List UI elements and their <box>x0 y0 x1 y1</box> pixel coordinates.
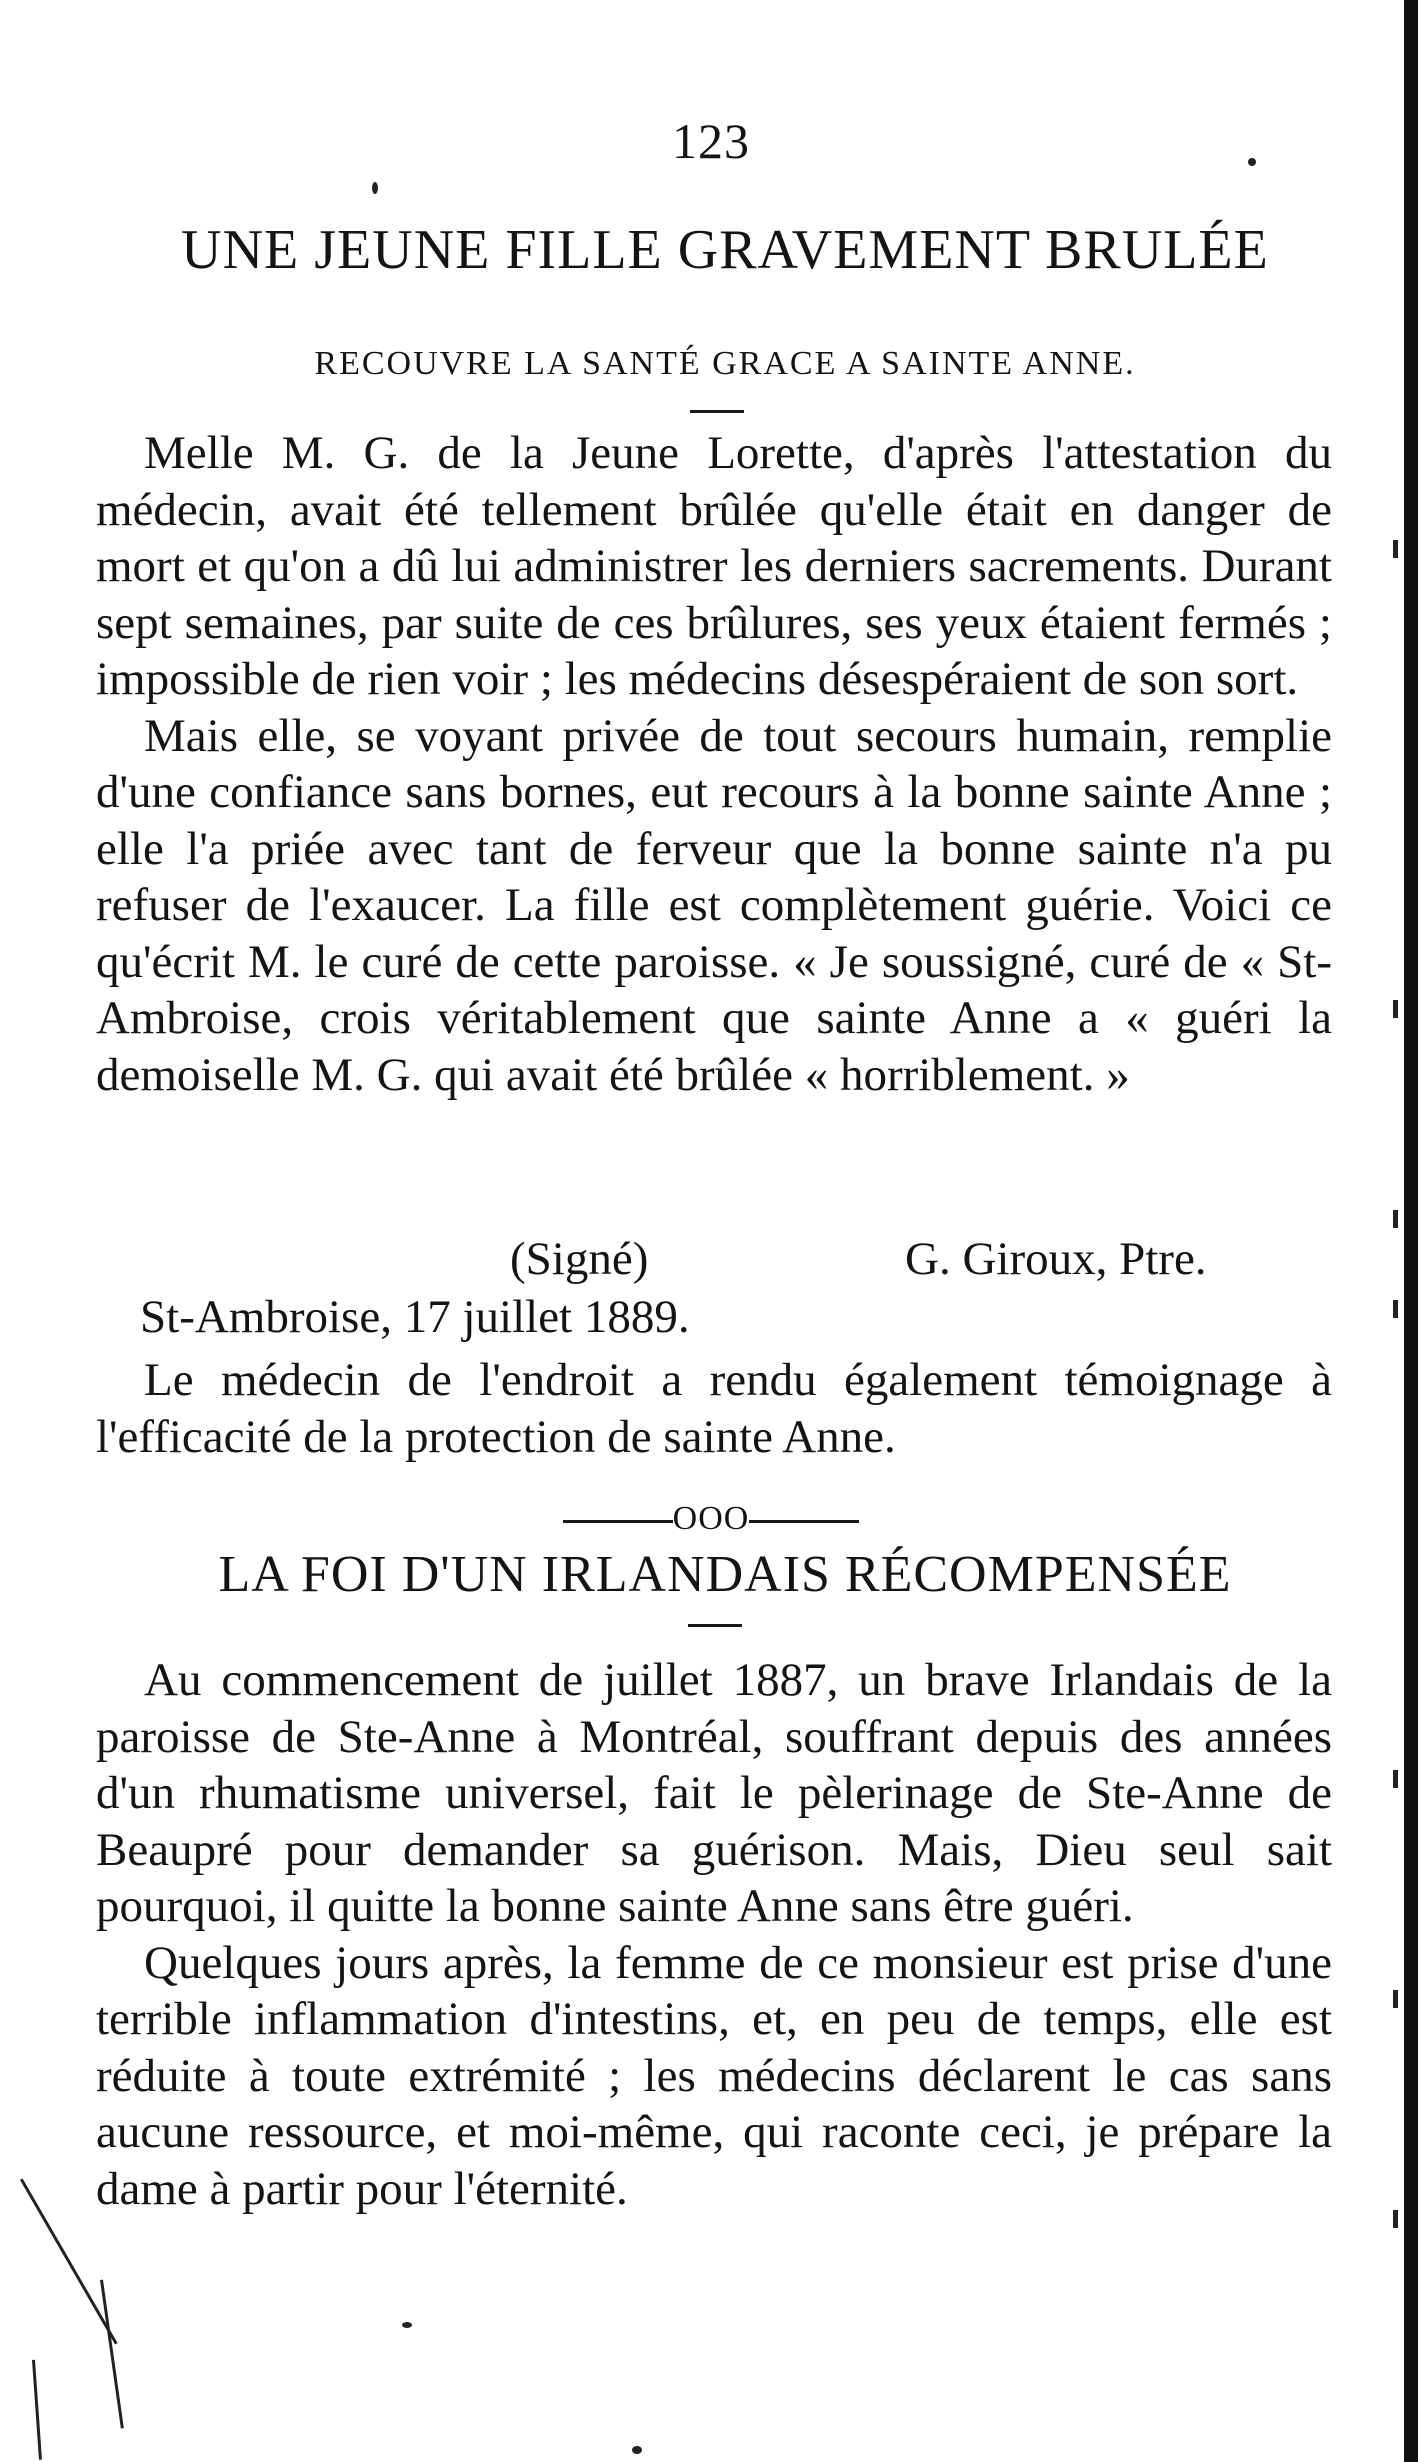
title-rule <box>690 410 744 413</box>
ink-speck <box>402 2322 412 2328</box>
margin-ink-stroke <box>32 2360 42 2460</box>
margin-ink-stroke <box>100 2280 124 2429</box>
title-rule <box>688 1624 742 1627</box>
paragraph: Le médecin de l'endroit a rendu également témoignage à l'efficacité de la protection de sainte Anne. <box>96 1354 1332 1463</box>
article-title: UNE JEUNE FILLE GRAVEMENT BRULÉE <box>181 219 1269 281</box>
page-number: 123 <box>672 113 750 169</box>
ink-speck <box>372 182 378 194</box>
separator-dash <box>749 1520 859 1523</box>
place-date: St-Ambroise, 17 juillet 1889. <box>140 1291 690 1343</box>
article-title: LA FOI D'UN IRLANDAIS RÉCOMPENSÉE <box>218 1546 1232 1603</box>
article-body <box>96 1652 1332 2217</box>
paragraph: Melle M. G. de la Jeune Lorette, d'après l'attestation du médecin, avait été tellement brûlée qu'elle était en danger de mort et qu'on a dû lui administrer les derniers sacrements. Durant sept semaines, par suite de ces brûlures, ses yeux étaient fermés ; impossible de rien voir ; les médecins désespéraient de son sort. <box>96 427 1332 705</box>
article-body <box>96 425 1332 1103</box>
page-edge-marks <box>1392 0 1398 2462</box>
separator-dash <box>563 1520 673 1523</box>
separator-text: OOO <box>672 1500 750 1537</box>
paragraph: Quelques jours après, la femme de ce monsieur est prise d'une terrible inflammation d'intestins, et, en peu de temps, elle est réduite à toute extrémité ; les médecins déclarent le cas sans aucune ressource, et moi-même, qui raconte ceci, je prépare la dame à partir pour l'éternité. <box>96 1936 1332 2215</box>
ink-speck <box>632 2446 642 2454</box>
article-subtitle: RECOUVRE LA SANTÉ GRACE A SAINTE ANNE. <box>314 345 1136 382</box>
section-separator <box>0 1500 1422 1538</box>
signature-name: G. Giroux, Ptre. <box>905 1233 1207 1285</box>
paragraph: Mais elle, se voyant privée de tout secours humain, remplie d'une confiance sans bornes, eut recours à la bonne sainte Anne ; elle l'a priée avec tant de ferveur que la bonne sainte n'a pu refuser de l'exaucer. La fille est complètement guérie. Voici ce qu'écrit M. le curé de cette paroisse. « Je soussigné, curé de « St-Ambroise, crois véritablement que sainte Anne a « guéri la demoiselle M. G. qui avait été brûlée « horriblement. » <box>96 709 1332 1101</box>
page-edge-bar <box>1404 0 1418 2462</box>
signature-label: (Signé) <box>510 1233 649 1285</box>
article-closing <box>96 1352 1332 1465</box>
paragraph: Au commencement de juillet 1887, un brave Irlandais de la paroisse de Ste-Anne à Montréal, souffrant depuis des années d'un rhumatisme universel, fait le pèlerinage de Ste-Anne de Beaupré pour demander sa guérison. Mais, Dieu seul sait pourquoi, il quitte la bonne sainte Anne sans être guéri. <box>96 1654 1332 1932</box>
